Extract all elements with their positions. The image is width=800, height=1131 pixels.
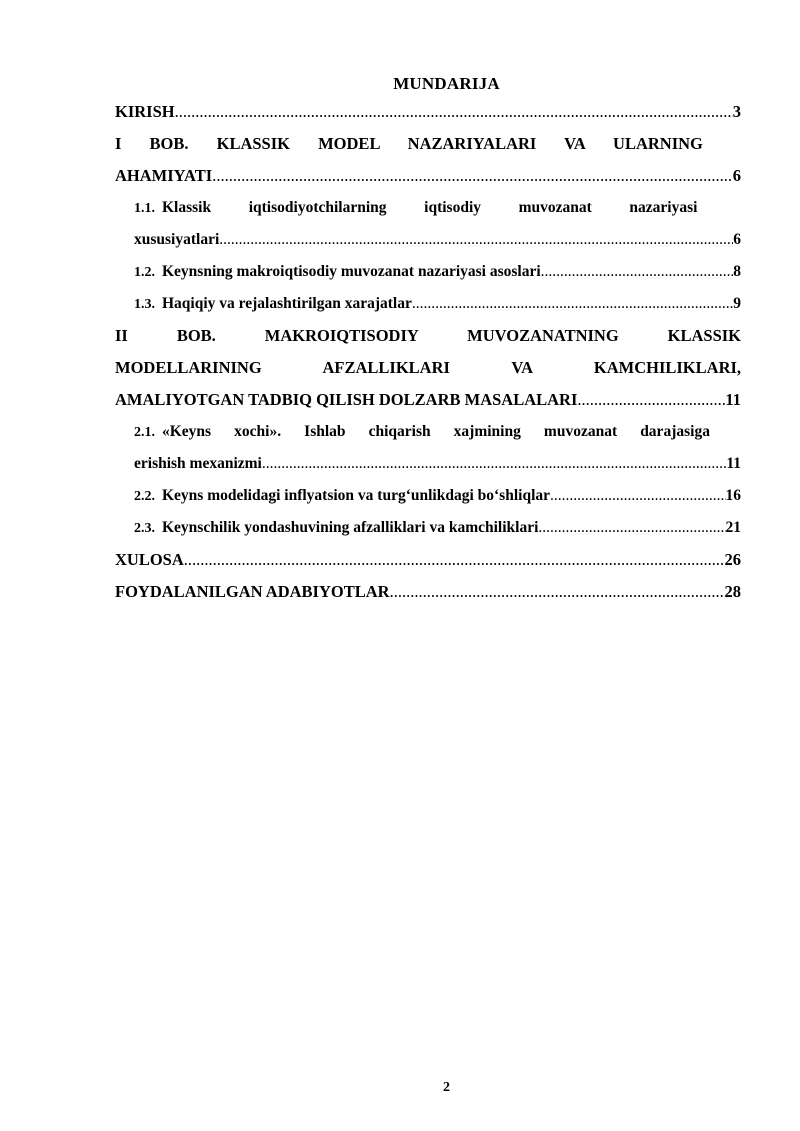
dot-leader — [577, 384, 725, 416]
toc-entry-conclusion[interactable] — [115, 544, 741, 576]
toc-page-number: 3 — [732, 102, 741, 121]
toc-word: KLASSIK — [216, 134, 290, 153]
toc-word: darajasiga — [640, 423, 710, 440]
toc-word: iqtisodiyotchilarning — [248, 199, 387, 216]
toc-entry-chapter-2-line-3[interactable] — [115, 384, 741, 416]
table-of-contents — [115, 96, 741, 608]
toc-page-number: 6 — [733, 231, 741, 248]
dot-leader — [175, 96, 733, 128]
toc-entry-1-2[interactable] — [115, 256, 741, 288]
toc-entry-label: Keynschilik yondashuvining afzalliklari va kamchiliklari — [162, 519, 539, 536]
toc-entry-references[interactable] — [115, 576, 741, 608]
toc-word: AFZALLIKLARI — [322, 358, 450, 377]
toc-entry-2-1-line-1[interactable] — [115, 416, 741, 448]
toc-page-number: 26 — [724, 550, 741, 569]
toc-entry-label: AMALIYOTGAN TADBIQ QILISH DOLZARB MASALALARI — [115, 390, 578, 409]
page-number: 2 — [443, 1080, 450, 1095]
dot-leader — [184, 544, 725, 576]
dot-leader — [212, 160, 733, 192]
toc-word: BOB. — [149, 134, 189, 153]
toc-entry-2-2[interactable] — [115, 480, 741, 512]
toc-word: ULARNING — [613, 134, 703, 153]
toc-entry-chapter-1-line-1[interactable] — [115, 128, 741, 160]
toc-entry-2-3[interactable] — [115, 512, 741, 544]
section-number: 1.3. — [134, 297, 155, 312]
toc-entry-label: Haqiqiy va rejalashtirilgan xarajatlar — [162, 295, 412, 312]
dot-leader — [262, 448, 726, 480]
dot-leader — [541, 256, 734, 288]
toc-entry-label: XULOSA — [115, 550, 184, 569]
section-number: 2.1. — [134, 425, 155, 440]
toc-word: MUVOZANATNING — [467, 326, 619, 345]
toc-word: MAKROIQTISODIY — [264, 326, 419, 345]
toc-page-number: 9 — [733, 295, 741, 312]
dot-leader — [550, 480, 725, 512]
toc-entry-label: xususiyatlari — [134, 231, 220, 248]
toc-word: xajmining — [453, 423, 521, 440]
toc-word: nazariyasi — [629, 199, 698, 216]
dot-leader — [538, 512, 725, 544]
dot-leader — [390, 576, 725, 608]
toc-word: «Keyns — [162, 423, 212, 440]
section-number: 1.1. — [134, 201, 155, 216]
toc-word: chiqarish — [368, 423, 431, 440]
toc-page-number: 28 — [724, 582, 741, 601]
toc-word: iqtisodiy — [424, 199, 481, 216]
toc-entry-1-3[interactable] — [115, 288, 741, 320]
toc-entry-chapter-2-line-1[interactable] — [115, 320, 741, 352]
toc-entry-2-1-line-2[interactable] — [115, 448, 741, 480]
toc-word: muvozanat — [518, 199, 592, 216]
toc-word: VA — [511, 358, 533, 377]
toc-word: VA — [564, 134, 585, 153]
toc-entry-label: Keynsning makroiqtisodiy muvozanat nazariyasi asoslari — [162, 263, 541, 280]
toc-word: Klassik — [162, 199, 212, 216]
toc-page-number: 21 — [725, 519, 741, 536]
toc-entry-label: KIRISH — [115, 102, 175, 121]
toc-word: I — [115, 134, 122, 153]
section-number: 1.2. — [134, 265, 155, 280]
toc-word: muvozanat — [543, 423, 618, 440]
toc-word: KLASSIK — [667, 326, 741, 345]
toc-word: Ishlab — [304, 423, 346, 440]
toc-entry-chapter-2-line-2[interactable] — [115, 352, 741, 384]
toc-entry-label: FOYDALANILGAN ADABIYOTLAR — [115, 582, 390, 601]
section-number: 2.2. — [134, 489, 155, 504]
toc-page-number: 11 — [726, 455, 741, 472]
dot-leader — [219, 224, 733, 256]
page-title: MUNDARIJA — [393, 74, 500, 93]
toc-entry-1-1-line-1[interactable] — [115, 192, 741, 224]
toc-word: KAMCHILIKLARI, — [593, 358, 741, 377]
dot-leader — [412, 288, 733, 320]
section-number: 2.3. — [134, 521, 155, 536]
toc-entry-intro[interactable] — [115, 96, 741, 128]
toc-page-number: 11 — [725, 390, 741, 409]
toc-entry-label: AHAMIYATI — [115, 166, 213, 185]
toc-page-number: 16 — [725, 487, 741, 504]
toc-entry-chapter-1-line-2[interactable] — [115, 160, 741, 192]
toc-word: xochi». — [234, 423, 282, 440]
toc-entry-1-1-line-2[interactable] — [115, 224, 741, 256]
toc-page-number: 6 — [732, 166, 741, 185]
toc-entry-label: Keyns modelidagi inflyatsion va turg‘unlikdagi bo‘shliqlar — [162, 487, 551, 504]
toc-page-number: 8 — [733, 263, 741, 280]
toc-word: NAZARIYALARI — [407, 134, 537, 153]
toc-word: II — [115, 326, 128, 345]
toc-word: MODELLARINING — [115, 358, 262, 377]
toc-entry-label: erishish mexanizmi — [134, 455, 262, 472]
toc-word: BOB. — [176, 326, 216, 345]
toc-word: MODEL — [318, 134, 380, 153]
